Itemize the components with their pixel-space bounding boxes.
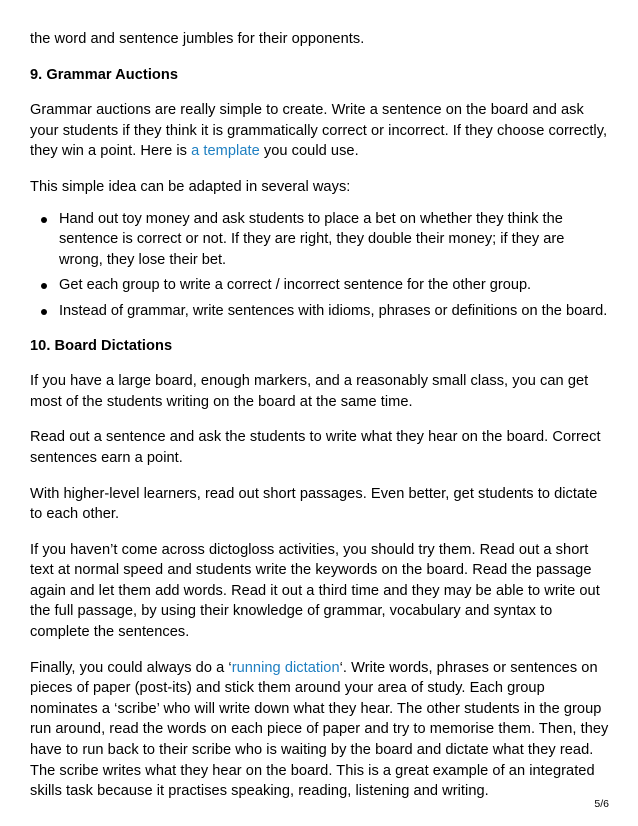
list-item [30, 301, 612, 322]
article-body [30, 29, 612, 802]
section-9-para1-text-after: you could use. [259, 143, 359, 160]
section-9-paragraph-2: This simple idea can be adapted in several ways: [30, 178, 351, 195]
page-number: 5/6 [594, 798, 609, 810]
list-item-text: Instead of grammar, write sentences with idioms, phrases or definitions on the board. [59, 302, 608, 319]
intro-fragment: the word and sentence jumbles for their opponents. [30, 31, 365, 47]
section-10-paragraph-1: If you have a large board, enough markers, and a reasonably small class, you can get most of the students writing on the board at the same time. [30, 373, 589, 410]
list-item [30, 209, 612, 271]
bullet-list [30, 209, 612, 322]
bullet-icon [41, 309, 47, 315]
bullet-icon [41, 283, 47, 289]
section-10-paragraph-2: Read out a sentence and ask the students to write what they hear on the board. Correct sentences earn a point. [30, 429, 601, 466]
bullet-icon [41, 217, 47, 223]
section-10-paragraph-5 [30, 658, 612, 802]
section-10-paragraph-4: If you haven’t come across dictogloss activities, you should try them. Read out a short text at normal speed and students write the keywords on the board. Read the passage again and let them add words. Read it out a third time and they may be able to write out the full passage, by using their knowledge of grammar, vocabulary and syntax to complete the sentences. [30, 541, 600, 641]
section-9-heading: 9. Grammar Auctions [30, 66, 179, 83]
list-item-text: Get each group to write a correct / incorrect sentence for the other group. [59, 277, 532, 294]
list-item [30, 275, 612, 296]
section-10-heading: 10. Board Dictations [30, 337, 173, 354]
template-link[interactable]: a template [191, 143, 260, 160]
section-10-paragraph-3: With higher-level learners, read out short passages. Even better, get students to dictate to each other. [30, 485, 598, 523]
section-9-para1-text-before: Grammar auctions are really simple to create. Write a sentence on the board and ask your students if they think it is grammatically correct or incorrect. If they choose correctly, they win a point. Here is [30, 102, 608, 160]
section-9-paragraph-1 [30, 100, 612, 162]
section-10-para5-text-after: ‘. Write words, phrases or sentences on pieces of paper (post-its) and stick them around your area of study. Each group nominates a ‘scribe’ who will write down what they hear. The other students in the group run around, read the words on each piece of paper and try to memorise them. Then, they have to run back to their scribe who is waiting by the board and dictate what they read. The scribe writes what they hear on the board. This is a great example of an integrated skills task because it practises speaking, reading, listening and writing. [30, 659, 609, 800]
section-10-para5-text-before: Finally, you could always do a ‘ [30, 659, 232, 676]
running-dictation-link[interactable]: running dictation [231, 659, 340, 676]
list-item-text: Hand out toy money and ask students to place a bet on whether they think the sentence is correct or not. If they are right, they double their money; if they are wrong, they lose their bet. [59, 210, 565, 268]
